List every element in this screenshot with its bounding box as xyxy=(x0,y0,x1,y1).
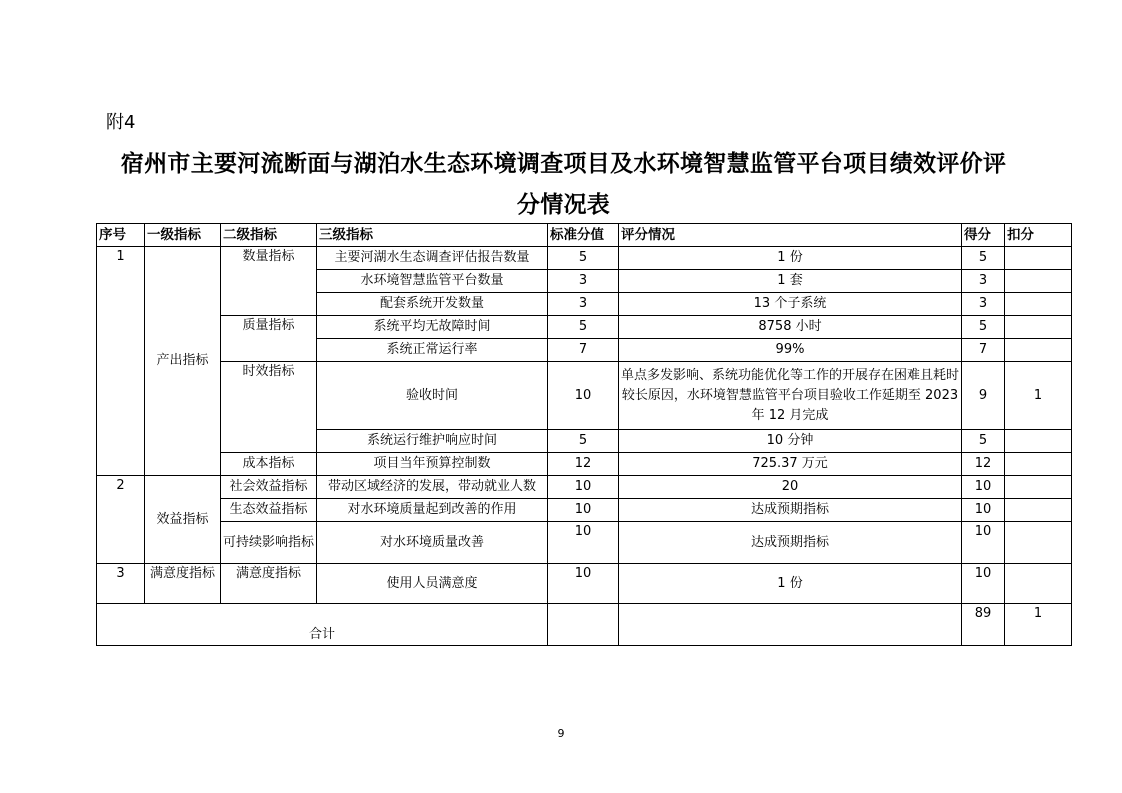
deduction xyxy=(1005,339,1072,362)
score: 10 xyxy=(962,499,1005,522)
table-row xyxy=(97,362,1072,430)
level3-indicator: 项目当年预算控制数 xyxy=(317,453,548,476)
level2-indicator: 可持续影响指标 xyxy=(221,522,317,564)
level3-indicator: 主要河湖水生态调查评估报告数量 xyxy=(317,247,548,270)
standard-score: 5 xyxy=(548,247,619,270)
standard-score: 5 xyxy=(548,316,619,339)
level3-indicator: 验收时间 xyxy=(317,362,548,430)
level2-indicator: 成本指标 xyxy=(221,453,317,476)
header-cell: 标准分值 xyxy=(548,224,619,247)
standard-score: 10 xyxy=(548,499,619,522)
level2-indicator: 时效指标 xyxy=(221,362,317,453)
score: 3 xyxy=(962,270,1005,293)
annex-label: 附4 xyxy=(106,112,136,133)
standard-score: 10 xyxy=(548,362,619,430)
deduction xyxy=(1005,316,1072,339)
standard-score: 3 xyxy=(548,293,619,316)
evaluation: 20 xyxy=(619,476,962,499)
deduction xyxy=(1005,430,1072,453)
score: 5 xyxy=(962,316,1005,339)
deduction xyxy=(1005,270,1072,293)
standard-score: 10 xyxy=(548,476,619,499)
evaluation: 达成预期指标 xyxy=(619,522,962,564)
total-label: 合计 xyxy=(97,604,548,646)
table-row xyxy=(97,499,1072,522)
level3-indicator: 使用人员满意度 xyxy=(317,564,548,604)
level3-indicator: 对水环境质量起到改善的作用 xyxy=(317,499,548,522)
level2-indicator: 质量指标 xyxy=(221,316,317,362)
evaluation: 13 个子系统 xyxy=(619,293,962,316)
level1-indicator: 产出指标 xyxy=(145,247,221,476)
level3-indicator: 带动区域经济的发展，带动就业人数 xyxy=(317,476,548,499)
deduction xyxy=(1005,247,1072,270)
evaluation: 8758 小时 xyxy=(619,316,962,339)
deduction xyxy=(1005,476,1072,499)
level1-indicator: 效益指标 xyxy=(145,476,221,564)
evaluation: 725.37 万元 xyxy=(619,453,962,476)
level2-indicator: 数量指标 xyxy=(221,247,317,316)
header-cell: 评分情况 xyxy=(619,224,962,247)
standard-score: 10 xyxy=(548,564,619,604)
evaluation: 99% xyxy=(619,339,962,362)
table-row xyxy=(97,564,1072,604)
total-score: 89 xyxy=(962,604,1005,646)
level2-indicator: 生态效益指标 xyxy=(221,499,317,522)
row-number: 2 xyxy=(97,476,145,564)
total-standard xyxy=(548,604,619,646)
level2-indicator: 满意度指标 xyxy=(221,564,317,604)
total-evaluation xyxy=(619,604,962,646)
deduction xyxy=(1005,453,1072,476)
evaluation: 10 分钟 xyxy=(619,430,962,453)
table-row xyxy=(97,316,1072,339)
score: 7 xyxy=(962,339,1005,362)
deduction: 1 xyxy=(1005,362,1072,430)
level3-indicator: 系统运行维护响应时间 xyxy=(317,430,548,453)
evaluation: 单点多发影响、系统功能优化等工作的开展存在困难且耗时较长原因，水环境智慧监管平台项目验收工作延期至 2023 年 12 月完成 xyxy=(619,362,962,430)
score: 5 xyxy=(962,430,1005,453)
table-row xyxy=(97,247,1072,270)
deduction xyxy=(1005,564,1072,604)
evaluation: 1 份 xyxy=(619,247,962,270)
score: 3 xyxy=(962,293,1005,316)
page-title-continued: 分情况表 xyxy=(516,192,611,218)
header-cell: 二级指标 xyxy=(221,224,317,247)
level2-indicator: 社会效益指标 xyxy=(221,476,317,499)
level3-indicator: 对水环境质量改善 xyxy=(317,522,548,564)
total-row xyxy=(97,604,1072,646)
level3-indicator: 配套系统开发数量 xyxy=(317,293,548,316)
deduction xyxy=(1005,499,1072,522)
standard-score: 12 xyxy=(548,453,619,476)
score: 5 xyxy=(962,247,1005,270)
deduction xyxy=(1005,522,1072,564)
evaluation: 1 套 xyxy=(619,270,962,293)
page-title: 宿州市主要河流断面与湖泊水生态环境调查项目及水环境智慧监管平台项目绩效评价评 xyxy=(120,151,1007,177)
evaluation-table xyxy=(96,223,1072,646)
evaluation: 1 份 xyxy=(619,564,962,604)
table-row xyxy=(97,476,1072,499)
row-number: 3 xyxy=(97,564,145,604)
level3-indicator: 系统正常运行率 xyxy=(317,339,548,362)
standard-score: 3 xyxy=(548,270,619,293)
evaluation: 达成预期指标 xyxy=(619,499,962,522)
score: 12 xyxy=(962,453,1005,476)
score: 10 xyxy=(962,522,1005,564)
row-number: 1 xyxy=(97,247,145,476)
level3-indicator: 系统平均无故障时间 xyxy=(317,316,548,339)
score: 10 xyxy=(962,476,1005,499)
level1-indicator: 满意度指标 xyxy=(145,564,221,604)
table-row xyxy=(97,453,1072,476)
header-cell: 三级指标 xyxy=(317,224,548,247)
score: 10 xyxy=(962,564,1005,604)
page-number: 9 xyxy=(557,727,565,740)
table-header-row xyxy=(97,224,1072,247)
standard-score: 7 xyxy=(548,339,619,362)
score: 9 xyxy=(962,362,1005,430)
total-deduction: 1 xyxy=(1005,604,1072,646)
header-cell: 序号 xyxy=(97,224,145,247)
header-cell: 得分 xyxy=(962,224,1005,247)
header-cell: 扣分 xyxy=(1005,224,1072,247)
header-cell: 一级指标 xyxy=(145,224,221,247)
deduction xyxy=(1005,293,1072,316)
standard-score: 5 xyxy=(548,430,619,453)
level3-indicator: 水环境智慧监管平台数量 xyxy=(317,270,548,293)
table-row xyxy=(97,522,1072,564)
standard-score: 10 xyxy=(548,522,619,564)
